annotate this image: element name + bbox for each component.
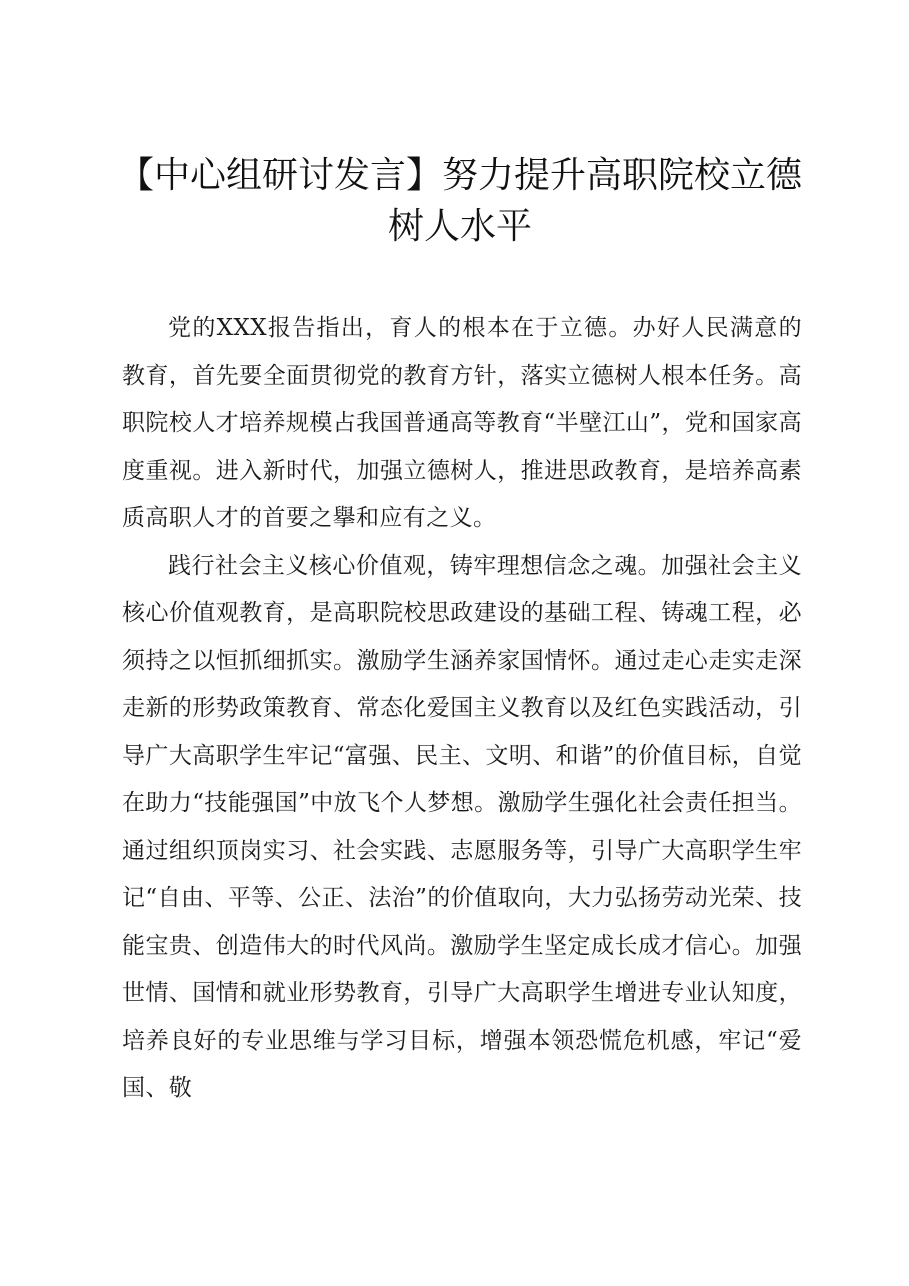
document-body <box>122 305 802 1113</box>
document-title: 【中心组研讨发言】努力提升高职院校立德树人水平 <box>117 155 802 247</box>
paragraph-2: 践行社会主义核心价值观，铸牢理想信念之魂。加强社会主义核心价值观教育，是高职院校思政建设的基础工程、铸魂工程，必须持之以恒抓细抓实。激励学生涵养家国情怀。通过走心走实走深走新的形势政策教育、常态化爱国主义教育以及红色实践活动，引导广大高职学生牢记“富强、民主、文明、和谐”的价值目标，自觉在助力“技能强国”中放飞个人梦想。激励学生强化社会责任担当。通过组织顶岗实习、社会实践、志愿服务等，引导广大高职学生牢记“自由、平等、公正、法治”的价值取向，大力弘扬劳动光荣、技能宝贵、创造伟大的时代风尚。激励学生坚定成长成才信心。加强世情、国情和就业形势教育，引导广大高职学生增进专业认知度，培养良好的专业思维与学习目标，增强本领恐慌危机感，牢记“爱国、敬 <box>122 552 802 1101</box>
paragraph-1: 党的XXX报告指出，育人的根本在于立德。办好人民满意的教育，首先要全面贯彻党的教育方针，落实立德树人根本任务。高职院校人才培养规模占我国普通高等教育“半壁江山”，党和国家高度重视。进入新时代，加强立德树人，推进思政教育，是培养高素质高职人才的首要之擧和应有之义。 <box>122 315 802 531</box>
